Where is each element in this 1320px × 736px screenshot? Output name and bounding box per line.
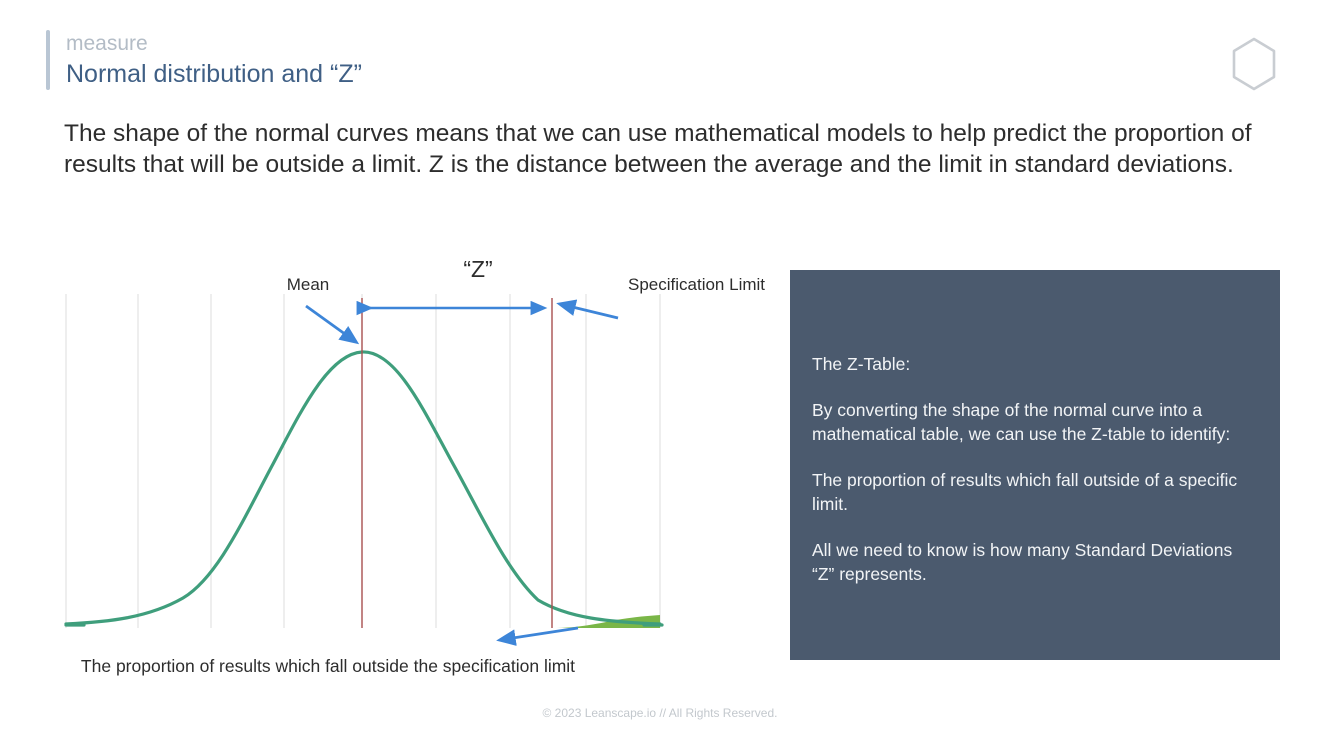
spec-callout-arrow xyxy=(560,304,618,318)
slide-header xyxy=(46,30,946,90)
panel-paragraph-1: By converting the shape of the normal curve into a mathematical table, we can use the Z-table to identify: xyxy=(812,400,1231,444)
page-title: Normal distribution and “Z” xyxy=(66,60,362,88)
intro-paragraph: The shape of the normal curves means that we can use mathematical models to help predict the proportion of results that will be outside a limit. Z is the distance between the average and the limit in standard deviations. xyxy=(64,120,1252,178)
header-eyebrow: measure xyxy=(66,32,148,55)
hexagon-outline-icon xyxy=(1230,36,1278,92)
tail-caption: The proportion of results which fall outside the specification limit xyxy=(80,656,576,676)
chart-svg xyxy=(48,246,748,666)
z-table-panel xyxy=(790,270,1280,660)
chart-gridlines xyxy=(66,294,660,628)
mean-label: Mean xyxy=(286,275,330,294)
footer-copyright: © 2023 Leanscape.io // All Rights Reserved. xyxy=(542,706,778,720)
tail-callout-arrow xyxy=(500,628,578,640)
normal-curve xyxy=(66,352,660,624)
spec-limit-label: Specification Limit xyxy=(628,275,766,294)
panel-paragraph-3: All we need to know is how many Standard Deviations “Z” represents. xyxy=(812,540,1233,584)
mean-callout-arrow xyxy=(306,306,356,342)
panel-paragraph-2: The proportion of results which fall outside of a specific limit. xyxy=(812,470,1238,514)
header-accent-bar xyxy=(46,30,50,90)
normal-distribution-chart xyxy=(48,246,766,706)
panel-heading: The Z-Table: xyxy=(812,354,911,374)
z-label: “Z” xyxy=(463,256,493,282)
header-text-group xyxy=(66,30,362,90)
